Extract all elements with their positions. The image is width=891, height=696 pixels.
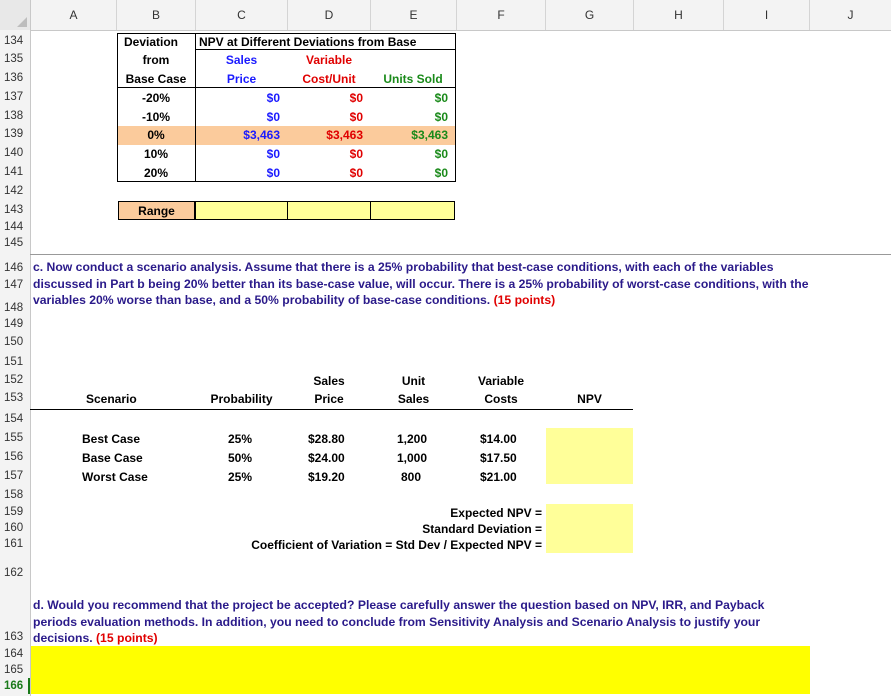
base-case-header: Base Case	[125, 72, 187, 86]
scenario-name: Best Case	[82, 432, 141, 446]
npv-header: NPV	[577, 392, 602, 406]
scenario-cost[interactable]: $14.00	[480, 432, 517, 446]
variable-costs-header: Costs	[484, 392, 518, 406]
row-header[interactable]: 161	[4, 538, 24, 550]
deviation-value[interactable]: 0%	[147, 128, 165, 142]
row-header[interactable]: 159	[4, 506, 24, 518]
row-header[interactable]: 134	[4, 35, 24, 47]
select-all-corner[interactable]	[0, 0, 31, 30]
row-header[interactable]: 150	[4, 336, 24, 348]
section-divider	[30, 254, 891, 255]
expected-npv-label: Expected NPV =	[450, 506, 542, 520]
variable-cost-header: Variable	[305, 53, 353, 67]
cost-npv-cell[interactable]: $0	[349, 166, 363, 180]
cost-npv-cell[interactable]: $0	[349, 147, 363, 161]
units-npv-cell[interactable]: $0	[434, 91, 448, 105]
sales-price-header: Sales	[225, 53, 258, 67]
price-npv-cell[interactable]: $3,463	[243, 128, 280, 142]
row-header[interactable]: 138	[4, 110, 24, 122]
cost-npv-cell[interactable]: $3,463	[326, 128, 363, 142]
row-header[interactable]: 152	[4, 374, 24, 386]
row-header[interactable]: 163	[4, 631, 24, 643]
units-npv-cell[interactable]: $0	[434, 110, 448, 124]
row-header[interactable]: 157	[4, 470, 24, 482]
part-c-text: c. Now conduct a scenario analysis. Assume that there is a 25% probability that best-case conditions, with each of the variables discussed in Part b being 20% better than its base-case value, will occur. There is a 25% probability of worst-case conditions, with the variables 20% worse than base, and a 50% probability of base-case conditions.	[33, 260, 809, 307]
header-underline	[30, 409, 633, 410]
scenario-name: Worst Case	[82, 470, 148, 484]
row-header[interactable]: 142	[4, 185, 24, 197]
row-header[interactable]: 162	[4, 567, 24, 579]
row-header[interactable]: 140	[4, 147, 24, 159]
row-header[interactable]: 148	[4, 302, 24, 314]
row-header-selected[interactable]: 166	[4, 680, 24, 692]
row-header[interactable]: 137	[4, 91, 24, 103]
selected-row-marker	[28, 678, 30, 694]
row-header[interactable]: 153	[4, 392, 24, 404]
column-header-g[interactable]: G	[546, 0, 634, 30]
row-header[interactable]: 155	[4, 432, 24, 444]
row-header[interactable]: 165	[4, 664, 24, 676]
range-cost-cell[interactable]	[287, 201, 371, 220]
column-header-j[interactable]: J	[847, 8, 854, 22]
cost-npv-cell[interactable]: $0	[349, 110, 363, 124]
row-header[interactable]: 158	[4, 489, 24, 501]
column-header-d[interactable]: D	[288, 0, 371, 30]
column-header-h[interactable]: H	[634, 0, 724, 30]
units-npv-cell[interactable]: $0	[434, 147, 448, 161]
table-border	[117, 87, 455, 88]
price-npv-cell[interactable]: $0	[266, 147, 280, 161]
price-npv-cell[interactable]: $0	[266, 166, 280, 180]
row-header[interactable]: 156	[4, 451, 24, 463]
npv-input-cells[interactable]	[546, 428, 633, 484]
row-header[interactable]: 160	[4, 522, 24, 534]
sales-price-header: Price	[314, 392, 344, 406]
unit-sales-header: Unit	[401, 374, 426, 388]
scenario-price[interactable]: $24.00	[308, 451, 345, 465]
column-header-e[interactable]: E	[371, 0, 457, 30]
deviation-value[interactable]: 20%	[143, 166, 169, 180]
row-header[interactable]: 147	[4, 279, 24, 291]
scenario-probability[interactable]: 25%	[228, 432, 253, 446]
deviation-value[interactable]: -20%	[141, 91, 170, 105]
part-d-text: d. Would you recommend that the project be accepted? Please carefully answer the question based on NPV, IRR, and Payback periods evaluation methods. In addition, you need to conclude from Sensitivity Analysis and Scenario Analysis to justify your decisions.	[33, 598, 765, 645]
unit-sales-header: Sales	[397, 392, 430, 406]
row-header[interactable]: 164	[4, 648, 24, 660]
row-header[interactable]: 135	[4, 53, 24, 65]
units-sold-header: Units Sold	[383, 72, 443, 86]
price-npv-cell[interactable]: $0	[266, 91, 280, 105]
from-header: from	[142, 53, 170, 67]
scenario-probability[interactable]: 25%	[228, 470, 253, 484]
part-c-points: (15 points)	[493, 293, 556, 307]
row-header[interactable]: 145	[4, 237, 24, 249]
range-label: Range	[118, 201, 195, 220]
sales-price-header: Price	[226, 72, 257, 86]
variable-cost-header: Cost/Unit	[302, 72, 356, 86]
cv-label: Coefficient of Variation = Std Dev / Expected NPV =	[251, 538, 542, 552]
deviation-header: Deviation	[124, 35, 179, 49]
std-dev-label: Standard Deviation =	[422, 522, 542, 536]
row-header[interactable]: 151	[4, 356, 24, 368]
column-header-bar	[0, 0, 891, 31]
table-border	[455, 33, 456, 182]
expected-npv-input[interactable]	[546, 504, 633, 553]
row-header[interactable]: 146	[4, 262, 24, 274]
table-border	[117, 33, 455, 34]
table-border	[117, 181, 455, 182]
column-header-b[interactable]: B	[117, 0, 196, 30]
scenario-units[interactable]: 1,200	[397, 432, 428, 446]
part-c-instructions	[33, 259, 823, 309]
part-d-instructions	[33, 597, 803, 647]
variable-costs-header: Variable	[477, 374, 525, 388]
row-header[interactable]: 154	[4, 413, 24, 425]
column-header-c[interactable]: C	[196, 0, 288, 30]
table-border	[196, 49, 455, 50]
npv-table-title: NPV at Different Deviations from Base	[199, 35, 417, 49]
sales-price-header: Sales	[313, 374, 345, 388]
column-header-f[interactable]: F	[457, 0, 546, 30]
row-header[interactable]: 136	[4, 72, 24, 84]
cost-npv-cell[interactable]: $0	[349, 91, 363, 105]
scenario-units[interactable]: 1,000	[397, 451, 428, 465]
scenario-price[interactable]: $19.20	[308, 470, 345, 484]
column-header-a[interactable]: A	[31, 0, 117, 30]
probability-header: Probability	[210, 392, 273, 406]
scenario-cost[interactable]: $21.00	[480, 470, 517, 484]
row-header[interactable]: 144	[4, 221, 24, 233]
scenario-header: Scenario	[86, 392, 137, 406]
scenario-name: Base Case	[82, 451, 143, 465]
range-units-cell[interactable]	[370, 201, 455, 220]
deviation-value[interactable]: 10%	[143, 147, 169, 161]
units-npv-cell[interactable]: $3,463	[411, 128, 448, 142]
range-price-cell[interactable]	[195, 201, 288, 220]
answer-area[interactable]	[31, 646, 810, 694]
row-header[interactable]: 149	[4, 318, 24, 330]
units-npv-cell[interactable]: $0	[434, 166, 448, 180]
scenario-probability[interactable]: 50%	[228, 451, 253, 465]
deviation-value[interactable]: -10%	[141, 110, 170, 124]
row-header[interactable]: 143	[4, 204, 24, 216]
scenario-units[interactable]: 800	[401, 470, 422, 484]
scenario-cost[interactable]: $17.50	[480, 451, 517, 465]
row-header[interactable]: 141	[4, 166, 24, 178]
part-d-points: (15 points)	[96, 631, 158, 645]
scenario-price[interactable]: $28.80	[308, 432, 345, 446]
price-npv-cell[interactable]: $0	[266, 110, 280, 124]
row-header[interactable]: 139	[4, 128, 24, 140]
column-header-i[interactable]: I	[724, 0, 810, 30]
